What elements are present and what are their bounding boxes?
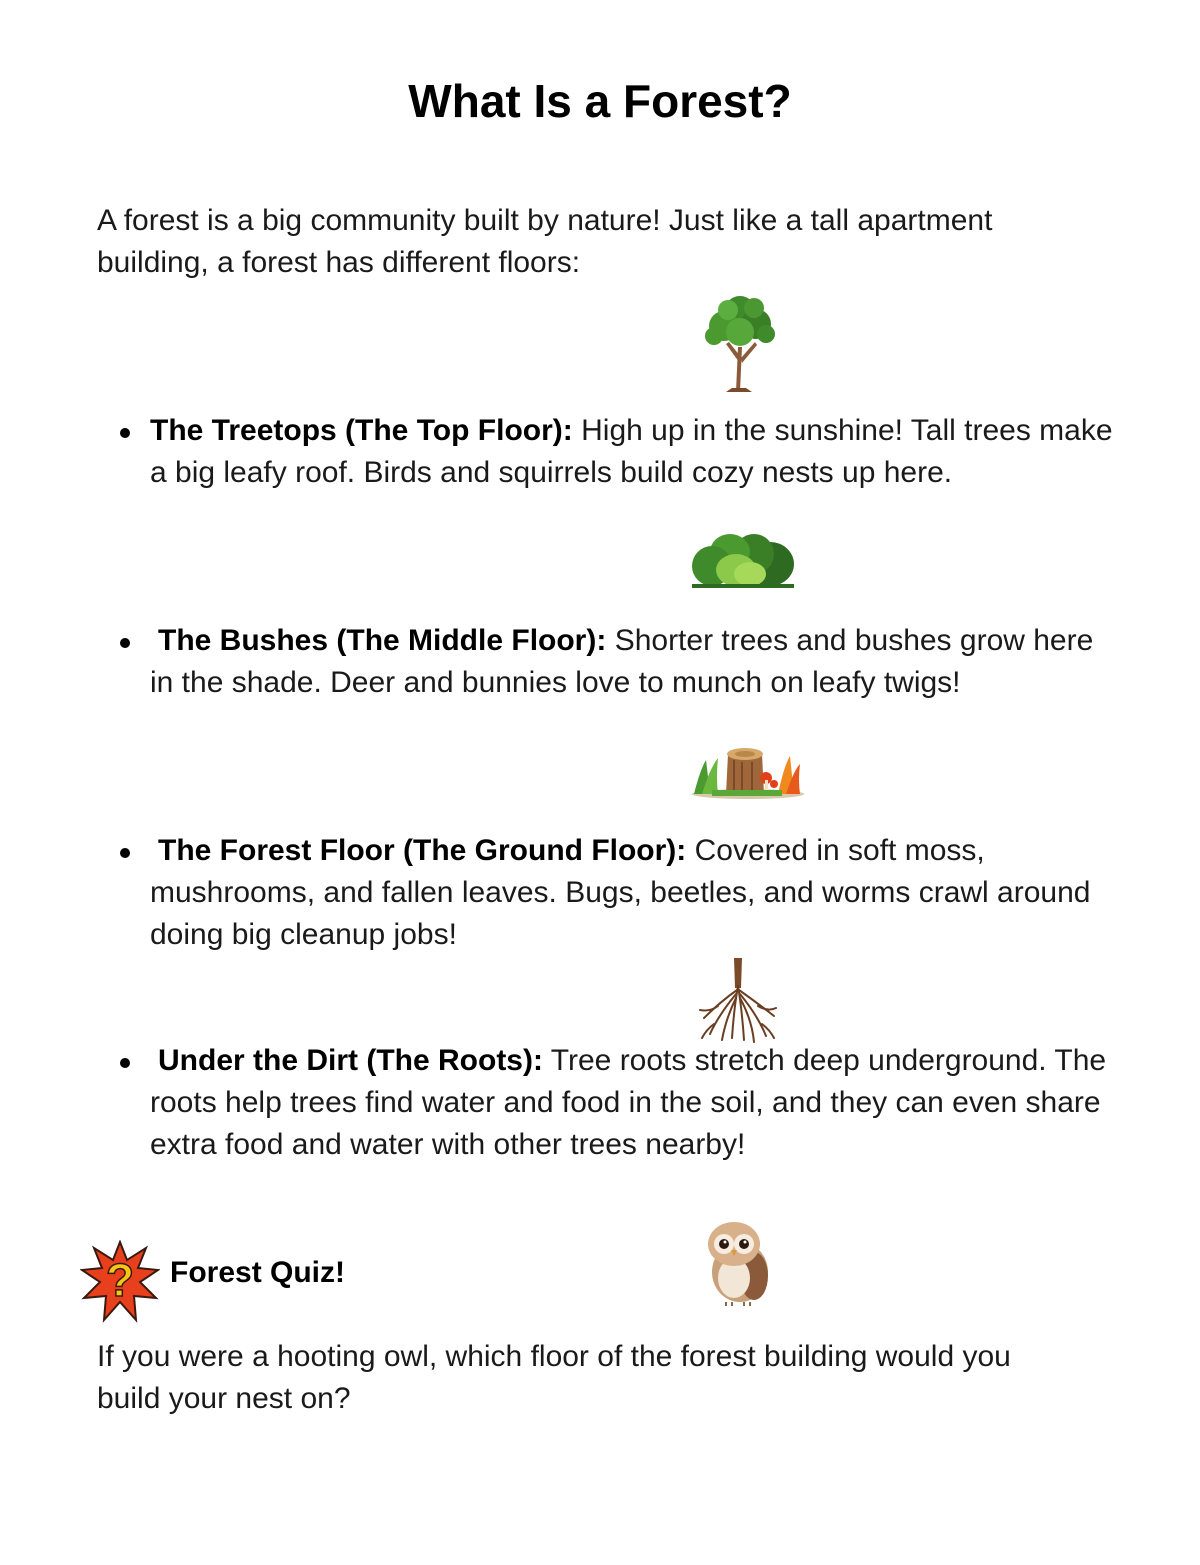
bullet-dot (120, 428, 130, 438)
floor-text: Covered in soft moss, mushrooms, and fallen leaves. Bugs, beetles, and worms crawl around doing big cleanup jobs! (150, 834, 1091, 951)
floor-heading: The Bushes (The Middle Floor): (158, 624, 607, 657)
floor-item-bushes (150, 620, 1120, 704)
floor-item-roots (150, 1040, 1120, 1166)
question-burst-icon (80, 1240, 160, 1324)
quiz-question: If you were a hooting owl, which floor of the forest building would you build your nest on? (97, 1340, 1011, 1415)
floor-heading: The Forest Floor (The Ground Floor): (158, 834, 687, 867)
svg-text:?: ? (105, 1254, 135, 1306)
stump-icon (690, 740, 806, 800)
floor-item-treetops (150, 410, 1120, 494)
bush-icon (690, 530, 796, 588)
intro-paragraph: A forest is a big community built by nature! Just like a tall apartment building, a forest has different floors: (97, 204, 993, 279)
bullet-dot (120, 848, 130, 858)
floor-heading: Under the Dirt (The Roots): (158, 1044, 543, 1077)
floor-text: High up in the sunshine! Tall trees make a big leafy roof. Birds and squirrels build cozy nests up here. (150, 414, 1113, 489)
bullet-dot (120, 638, 130, 648)
floor-text: Tree roots stretch deep underground. The roots help trees find water and food in the soil, and they can even share extra food and water with other trees nearby! (150, 1044, 1107, 1161)
owl-icon (700, 1216, 776, 1308)
floor-heading: The Treetops (The Top Floor): (150, 414, 573, 447)
quiz-heading: Forest Quiz! (170, 1256, 346, 1289)
bullet-dot (120, 1058, 130, 1068)
floor-text: Shorter trees and bushes grow here in the shade. Deer and bunnies love to munch on leafy twigs! (150, 624, 1094, 699)
floor-item-forest-floor (150, 830, 1120, 956)
tree-icon (700, 292, 782, 396)
roots-icon (698, 958, 778, 1044)
page-title: What Is a Forest? (408, 75, 792, 127)
